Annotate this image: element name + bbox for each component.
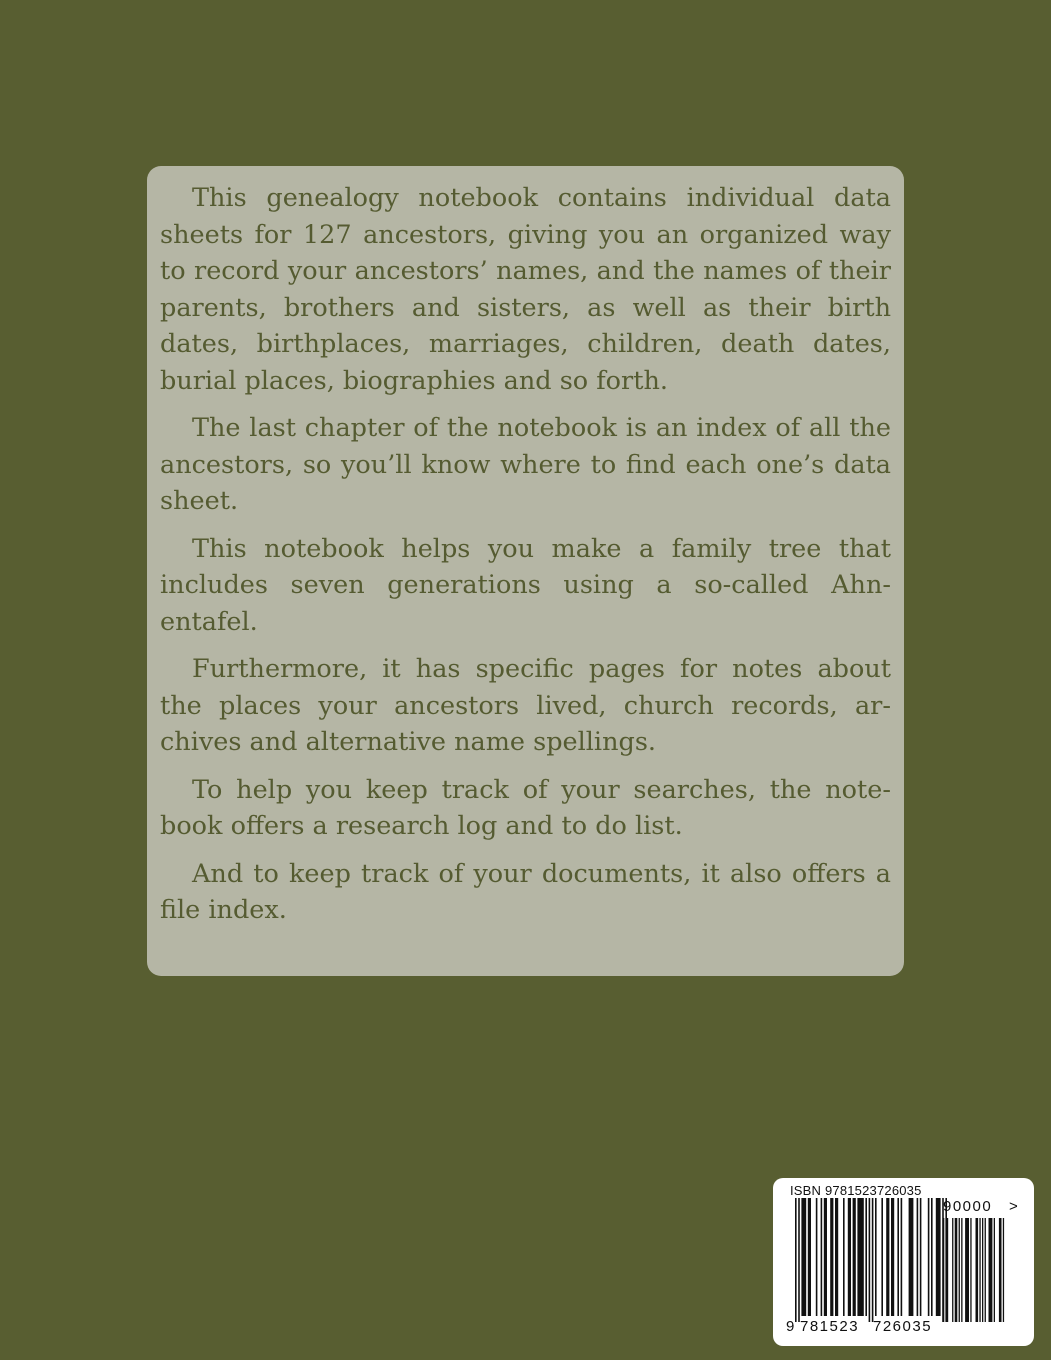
barcode-bar: [843, 1198, 845, 1316]
barcode-bar: [886, 1198, 889, 1316]
barcode-bar: [909, 1198, 914, 1316]
barcode-bar: [928, 1198, 930, 1316]
barcode-bar: [891, 1198, 894, 1316]
barcode-bar: [869, 1198, 871, 1322]
addon-bar: [994, 1218, 995, 1322]
barcode-bar: [835, 1198, 838, 1316]
isbn-barcode-box: [773, 1178, 1034, 1346]
ean13-barcode: [773, 1198, 1034, 1324]
addon-bar: [952, 1218, 953, 1322]
addon-bar: [965, 1218, 969, 1322]
ean-right-digits: 726035: [873, 1318, 933, 1335]
barcode-bar: [901, 1198, 903, 1316]
barcode-bar: [798, 1198, 800, 1322]
barcode-bar: [824, 1198, 827, 1316]
addon-bar: [999, 1218, 1002, 1322]
barcode-bar: [795, 1198, 797, 1322]
price-code-arrow: >: [1009, 1198, 1018, 1215]
barcode-bar: [816, 1198, 818, 1316]
blurb-paragraph: This notebook helps you make a family tree that includes seven generations using a so-called Ahnentafel.: [160, 533, 891, 637]
addon-bar: [943, 1218, 944, 1322]
addon-bar: [976, 1218, 979, 1322]
addon-bar: [955, 1218, 958, 1322]
addon-bar: [961, 1218, 962, 1322]
addon-bar: [1003, 1218, 1004, 1322]
addon-bar: [970, 1218, 971, 1322]
addon-bar: [989, 1218, 993, 1322]
blurb-paragraph: Furthermore, it has specific pages for notes about the places your ancestors lived, church records, archives and alternative name spellings.: [160, 654, 891, 757]
addon-bar: [979, 1218, 980, 1322]
barcode-bar: [875, 1198, 877, 1316]
barcode-bar: [857, 1198, 863, 1316]
blurb-paragraph: To help you keep track of your searches, the notebook offers a research log and to do list.: [160, 774, 891, 841]
blurb-paragraph: And to keep track of your documents, it also offers a file index.: [160, 858, 891, 925]
barcode-bar: [936, 1198, 941, 1316]
barcode-bar: [808, 1198, 811, 1316]
price-code: 90000: [943, 1198, 993, 1215]
barcode-bar: [881, 1198, 883, 1316]
barcode-bar: [931, 1198, 933, 1316]
isbn-label: ISBN 9781523726035: [790, 1183, 922, 1198]
ean-first-digit: 9: [786, 1318, 795, 1335]
barcode-bar: [920, 1198, 922, 1316]
barcode-bar: [865, 1198, 867, 1316]
barcode-bar: [848, 1198, 851, 1316]
barcode-bar: [830, 1198, 833, 1316]
addon-bar: [982, 1218, 983, 1322]
barcode-bar: [821, 1198, 823, 1316]
addon-bar: [959, 1218, 960, 1322]
ean-left-digits: 781523: [800, 1318, 860, 1335]
barcode-bar: [801, 1198, 806, 1316]
back-cover-blurb-panel: [147, 166, 904, 976]
barcode-bar: [897, 1198, 899, 1316]
addon-bar: [985, 1218, 986, 1322]
barcode-bar: [917, 1198, 919, 1316]
barcode-bar: [872, 1198, 874, 1322]
blurb-paragraph: This genealogy notebook contains individual data sheets for 127 ancestors, giving you an organized way to record your ancestors’ names, and the names of their parents, brothers and sisters, as well as their birth dates, birthplaces, marriages, children, death dates, burial places, biographies and so forth.: [160, 183, 891, 396]
addon-bar: [946, 1218, 949, 1322]
barcode-bar: [853, 1198, 856, 1316]
blurb-paragraph: The last chapter of the notebook is an index of all the ancestors, so you’ll know where to find each one’s data sheet.: [160, 413, 891, 516]
ean-digits: [786, 1318, 939, 1335]
